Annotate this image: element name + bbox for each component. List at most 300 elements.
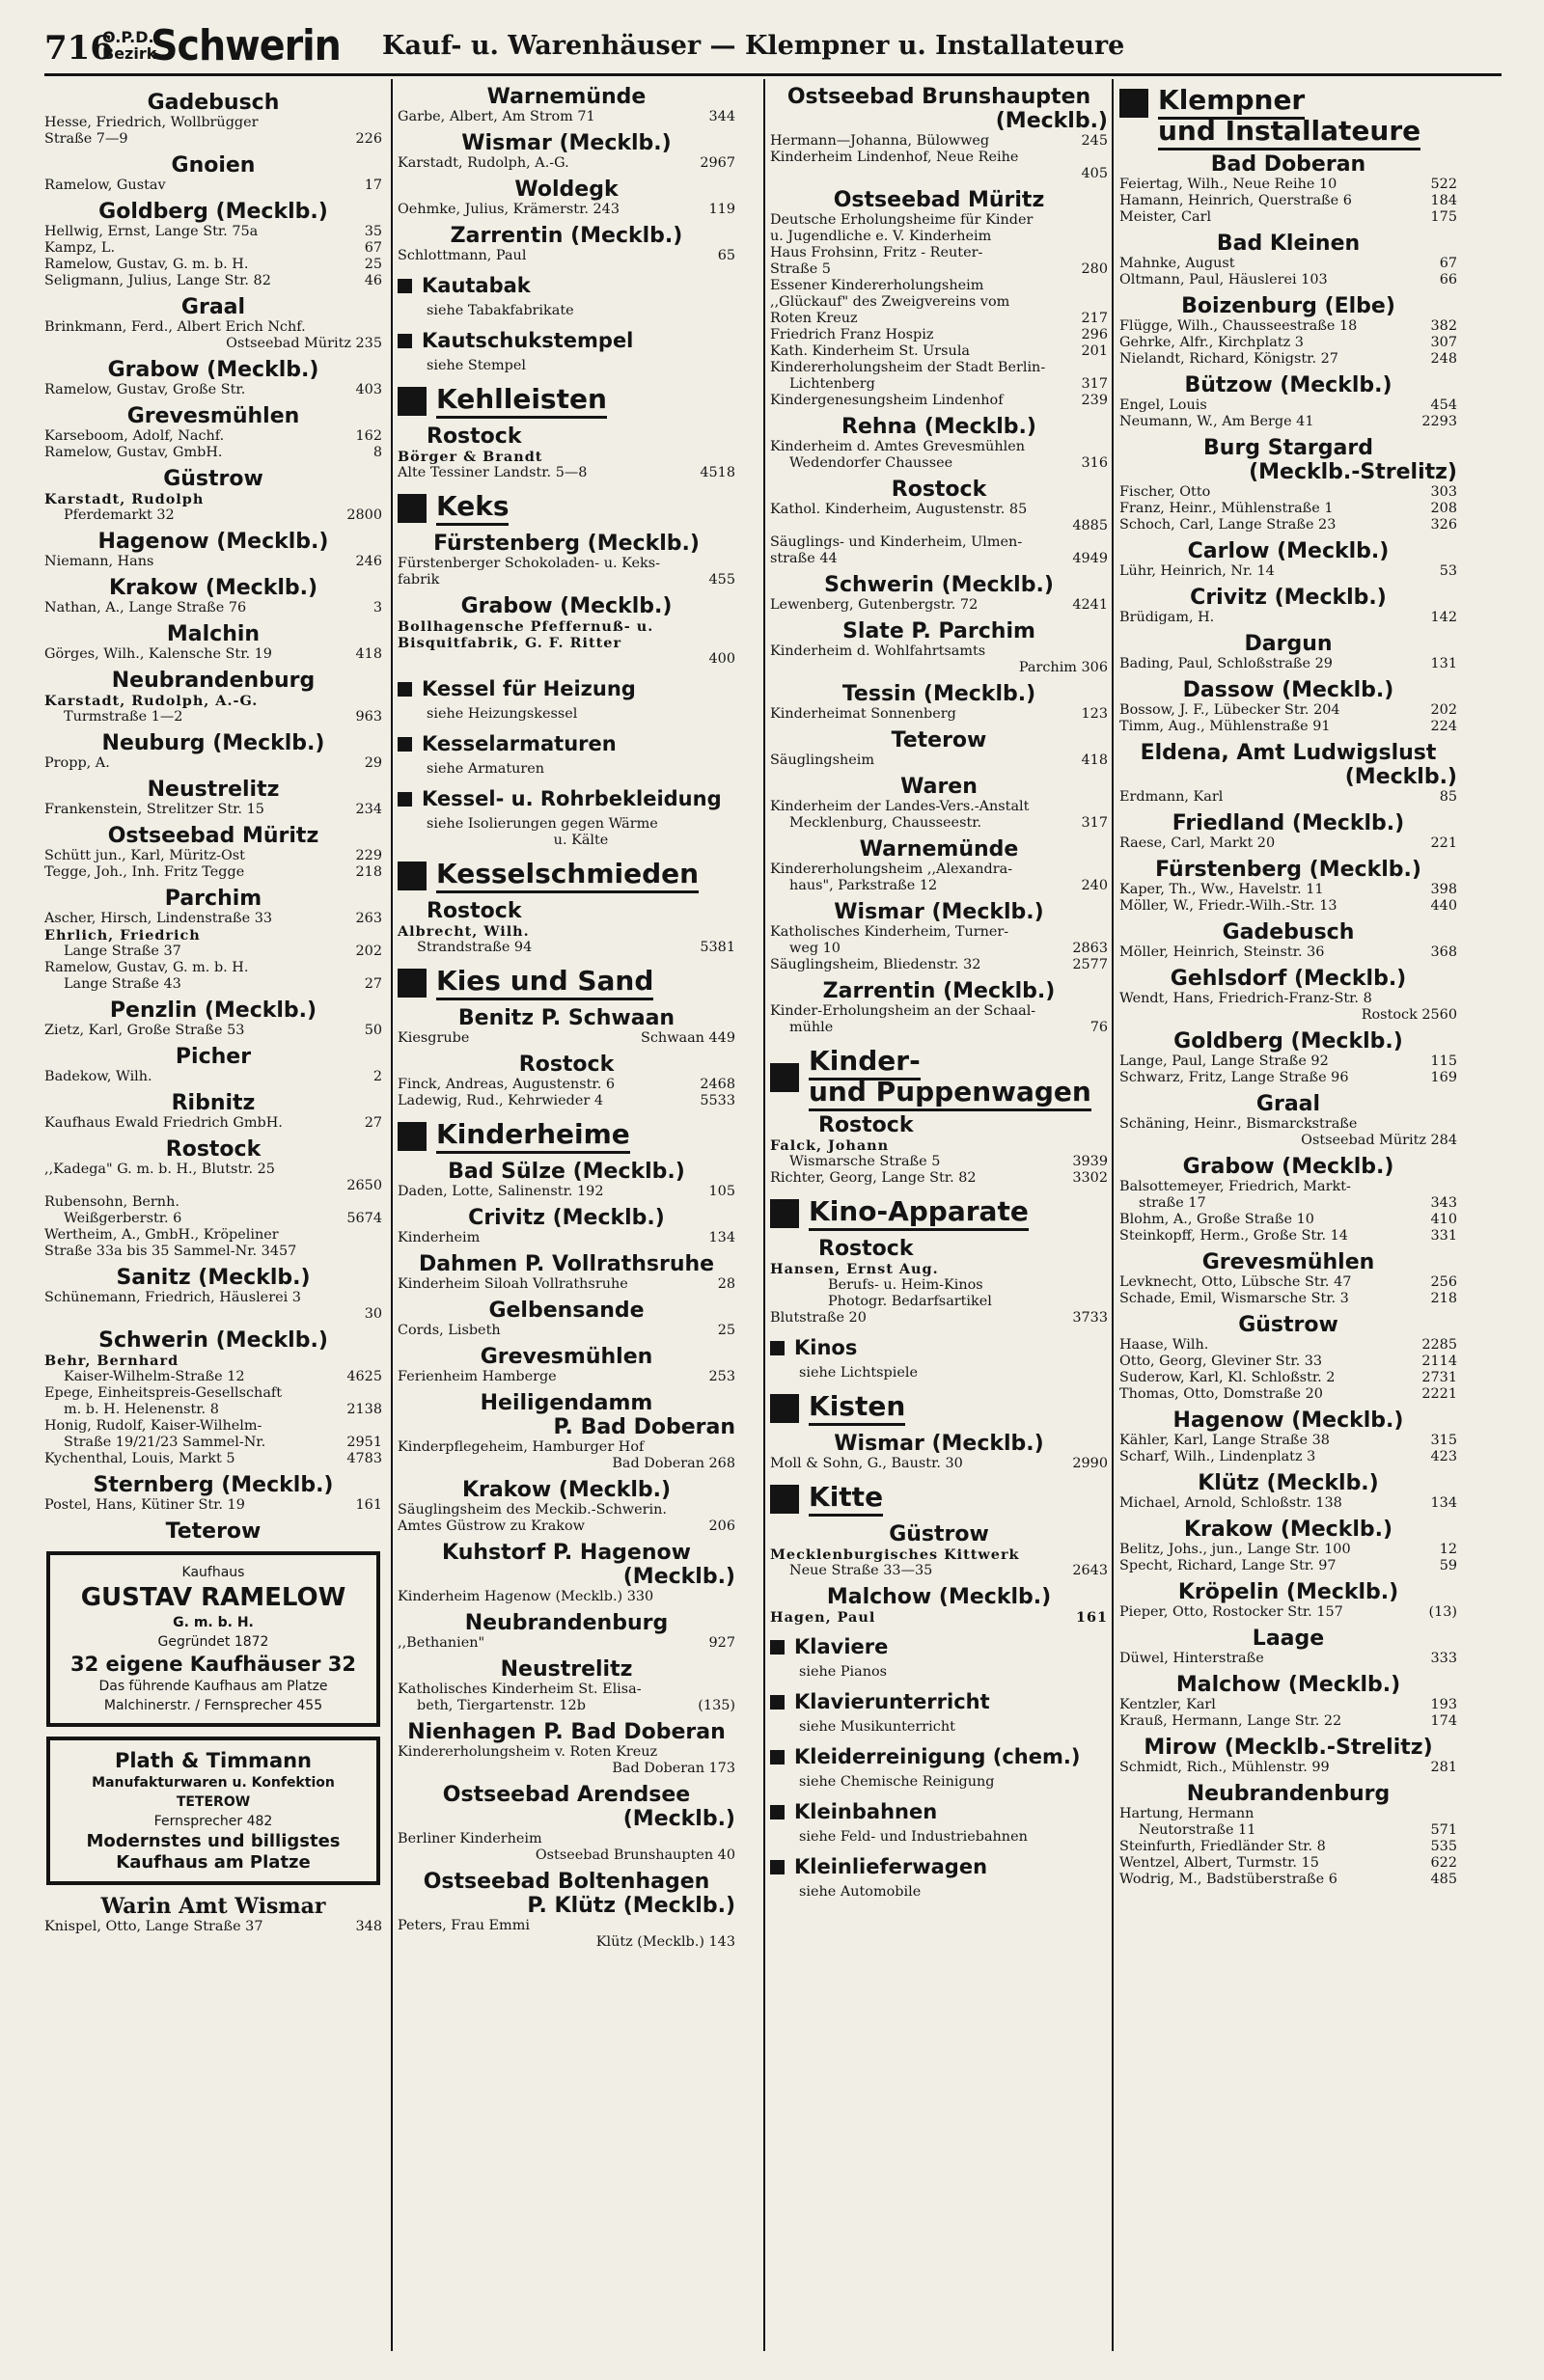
- listing-entry: Brinkmann, Ferd., Albert Erich Nchf. Ostseebad Müritz 235: [44, 319, 382, 351]
- town-heading: Zarrentin (Mecklb.): [822, 979, 1056, 1003]
- town-heading: (Mecklb.): [995, 109, 1108, 133]
- category-marker-icon: [1119, 89, 1148, 118]
- listing-entry: Steinfurth, Friedländer Str. 8 535: [1119, 1839, 1457, 1854]
- town-heading: Woldegk: [514, 178, 619, 202]
- town-heading: Rostock: [891, 478, 987, 502]
- category-marker-icon: [398, 737, 412, 752]
- listing-entry: Lewenberg, Gutenbergstr. 72 4241: [770, 597, 1108, 613]
- category-marker-icon: [398, 334, 412, 348]
- listing-entry: Friedrich Franz Hospiz 296: [770, 327, 1108, 342]
- town-heading: Slate P. Parchim: [842, 619, 1035, 643]
- listing-entry: Nielandt, Richard, Königstr. 27 248: [1119, 351, 1457, 367]
- listing-entry: Säuglingsheim 418: [770, 752, 1108, 768]
- listing-entry: Kathol. Kinderheim, Augustenstr. 85 4885: [770, 502, 1108, 533]
- listing-entry: Lühr, Heinrich, Nr. 14 53: [1119, 563, 1457, 579]
- town-heading: Krakow (Mecklb.): [108, 576, 318, 600]
- listing-entry: Tegge, Joh., Inh. Fritz Tegge 218: [44, 864, 382, 880]
- town-heading: Grevesmühlen: [1201, 1250, 1375, 1274]
- see-reference: siehe Lichtspiele: [799, 1365, 918, 1381]
- town-heading: Sternberg (Mecklb.): [93, 1473, 334, 1497]
- category-heading: Kautabak: [398, 274, 735, 297]
- listing-entry: Kampz, L. 67: [44, 240, 382, 256]
- town-heading: Warnemünde: [486, 85, 647, 109]
- category-marker-icon: [770, 1394, 799, 1423]
- listing-entry: Schütt jun., Karl, Müritz-Ost 229: [44, 848, 382, 863]
- listing-entry: Otto, Georg, Gleviner Str. 33 2114: [1119, 1354, 1457, 1369]
- town-heading: (Mecklb.): [622, 1807, 735, 1831]
- town-heading: Picher: [175, 1045, 252, 1069]
- listing-entry: ,,Kadega" G. m. b. H., Blutstr. 25 2650: [44, 1162, 382, 1193]
- listing-entry: Meister, Carl 175: [1119, 209, 1457, 225]
- listing-entry: Seligmann, Julius, Lange Str. 82 46: [44, 273, 382, 288]
- listing-entry: Michael, Arnold, Schloßstr. 138 134: [1119, 1495, 1457, 1511]
- listing-entry: Katholisches Kinderheim St. Elisa- beth, Tiergartenstr. 12b (135): [398, 1682, 735, 1713]
- town-heading: Güstrow: [163, 467, 263, 491]
- category-marker-icon: [770, 1860, 785, 1874]
- town-heading: Mirow (Mecklb.-Strelitz): [1144, 1736, 1433, 1760]
- listing-entry: Rubensohn, Bernh. Weißgerberstr. 6 5674: [44, 1194, 382, 1226]
- listing-entry: Frankenstein, Strelitzer Str. 15 234: [44, 802, 382, 817]
- listing-entry: Kindergenesungsheim Lindenhof 239: [770, 393, 1108, 408]
- listing-entry: Daden, Lotte, Salinenstr. 192 105: [398, 1184, 735, 1199]
- listing-entry: Ramelow, Gustav, G. m. b. H. Lange Straße 43 27: [44, 960, 382, 992]
- town-heading: Gelbensande: [488, 1299, 645, 1323]
- category-marker-icon: [398, 862, 427, 890]
- category-marker-icon: [770, 1199, 799, 1228]
- listing-entry: Schünemann, Friedrich, Häuslerei 3 30: [44, 1290, 382, 1322]
- listing-entry: Kinderheim 134: [398, 1230, 735, 1245]
- listing-entry: Karstadt, Rudolph, A.-G. Turmstraße 1—2 963: [44, 693, 382, 725]
- listing-entry: Timm, Aug., Mühlenstraße 91 224: [1119, 719, 1457, 734]
- town-heading: Fürstenberg (Mecklb.): [1155, 858, 1421, 882]
- listing-entry: Mecklenburgisches Kittwerk Neue Straße 33—35 2643: [770, 1546, 1108, 1578]
- listing-entry: Honig, Rudolf, Kaiser-Wilhelm- Straße 19/21/23 Sammel-Nr. 2951: [44, 1418, 382, 1450]
- town-heading: Ribnitz: [171, 1091, 256, 1115]
- town-heading: Crivitz (Mecklb.): [468, 1206, 665, 1230]
- town-heading: Teterow: [165, 1519, 262, 1544]
- listing-entry: ,,Bethanien" 927: [398, 1635, 735, 1651]
- listing-entry: Kindererholungsheim der Stadt Berlin- Lichtenberg 317: [770, 360, 1108, 392]
- town-heading: Bützow (Mecklb.): [1184, 373, 1392, 397]
- town-heading: Boizenburg (Elbe): [1181, 294, 1395, 318]
- see-reference: siehe Chemische Reinigung: [799, 1774, 995, 1790]
- town-heading: Malchin: [166, 622, 261, 646]
- listing-entry: Bading, Paul, Schloßstraße 29 131: [1119, 656, 1457, 671]
- listing-entry: Kentzler, Karl 193: [1119, 1697, 1457, 1712]
- category-heading: Kautschukstempel: [398, 329, 735, 352]
- listing-entry: Berliner Kinderheim Ostseebad Brunshaupten 40: [398, 1831, 735, 1863]
- town-heading: Schwerin (Mecklb.): [98, 1328, 328, 1353]
- town-heading: Ostseebad Müritz: [833, 188, 1045, 212]
- category-heading: Kleiderreinigung (chem.): [770, 1745, 1108, 1768]
- town-heading: Ostseebad Müritz: [107, 824, 319, 848]
- listing-entry: Peters, Frau Emmi Klütz (Mecklb.) 143: [398, 1918, 735, 1950]
- listing-entry: Kinderpflegeheim, Hamburger Hof Bad Doberan 268: [398, 1439, 735, 1471]
- header-rule: [44, 73, 1502, 76]
- category-marker-icon: [770, 1805, 785, 1819]
- listing-entry: Hansen, Ernst Aug. Berufs- u. Heim-Kinos Photogr. Bedarfsartikel Blutstraße 20 3733: [770, 1261, 1108, 1326]
- town-heading: Gehlsdorf (Mecklb.): [1170, 967, 1407, 991]
- town-heading: Laage: [1252, 1627, 1325, 1651]
- listing-entry: Görges, Wilh., Kalensche Str. 19 418: [44, 646, 382, 662]
- district-label: O.P.D. Bezirk: [102, 28, 157, 63]
- town-heading: Krakow (Mecklb.): [461, 1478, 672, 1502]
- town-heading: Grevesmühlen: [480, 1345, 653, 1369]
- town-heading: Klütz (Mecklb.): [1198, 1471, 1379, 1495]
- listing-entry: Ferienheim Hamberge 253: [398, 1369, 735, 1384]
- listing-entry: Hesse, Friedrich, Wollbrügger Straße 7—9 226: [44, 115, 382, 147]
- category-marker-icon: [398, 1122, 427, 1151]
- town-heading: Friedland (Mecklb.): [1172, 811, 1405, 835]
- town-heading: Gnoien: [171, 153, 256, 178]
- listing-entry: Bossow, J. F., Lübecker Str. 204 202: [1119, 702, 1457, 718]
- town-heading: Rostock: [165, 1137, 262, 1162]
- see-reference: siehe Musikunterricht: [799, 1719, 955, 1735]
- listing-entry: Kinderheim Siloah Vollrathsruhe 28: [398, 1276, 735, 1292]
- town-heading: Neuburg (Mecklb.): [101, 731, 325, 755]
- listing-entry: Bollhagensche Pfeffernuß- u. Bisquitfabrik, G. F. Ritter 400: [398, 618, 735, 667]
- listing-entry: Engel, Louis 454: [1119, 397, 1457, 413]
- listing-entry: Ramelow, Gustav, G. m. b. H. 25: [44, 257, 382, 272]
- town-heading: Dargun: [1244, 632, 1333, 656]
- listing-entry: Richter, Georg, Lange Str. 82 3302: [770, 1170, 1108, 1186]
- listing-entry: Haase, Wilh. 2285: [1119, 1337, 1457, 1353]
- town-heading: Schwerin (Mecklb.): [824, 573, 1054, 597]
- listing-entry: Fürstenberger Schokoladen- u. Keks- fabrik 455: [398, 556, 735, 588]
- listing-entry: Fischer, Otto 303: [1119, 484, 1457, 500]
- column-divider: [763, 79, 765, 2351]
- listing-entry: Cords, Lisbeth 25: [398, 1323, 735, 1338]
- see-reference: siehe Pianos: [799, 1664, 888, 1680]
- listing-entry: Ramelow, Gustav, Große Str. 403: [44, 382, 382, 397]
- town-heading: Eldena, Amt Ludwigslust: [1140, 741, 1437, 765]
- listing-entry: Zietz, Karl, Große Straße 53 50: [44, 1023, 382, 1038]
- town-heading: Rostock: [427, 424, 522, 449]
- listing-entry: Brüdigam, H. 142: [1119, 610, 1457, 625]
- listing-entry: Karstadt, Rudolph, A.-G. 2967: [398, 155, 735, 171]
- listing-entry: Lange, Paul, Lange Straße 92 115: [1119, 1053, 1457, 1069]
- town-heading: Ostseebad Arendsee: [442, 1783, 691, 1807]
- listing-entry: Säuglingsheim des Meckib.-Schwerin. Amtes Güstrow zu Krakow 206: [398, 1502, 735, 1534]
- listing-entry: Pieper, Otto, Rostocker Str. 157 (13): [1119, 1604, 1457, 1620]
- category-heading: Kesselarmaturen: [398, 732, 735, 755]
- listing-entry: Kinderheim Lindenhof, Neue Reihe 405: [770, 150, 1108, 181]
- town-heading: Ostseebad Brunshaupten: [786, 85, 1091, 109]
- town-heading: Teterow: [891, 728, 987, 752]
- town-heading: Kuhstorf P. Hagenow: [442, 1541, 691, 1565]
- listing-entry: Ladewig, Rud., Kehrwieder 4 5533: [398, 1093, 735, 1108]
- listing-entry: Postel, Hans, Kütiner Str. 19 161: [44, 1497, 382, 1513]
- category-marker-icon: [770, 1341, 785, 1355]
- listing-entry: Karstadt, Rudolph Pferdemarkt 32 2800: [44, 491, 382, 523]
- see-reference: siehe Automobile: [799, 1884, 922, 1900]
- listing-entry: Säuglings- und Kinderheim, Ulmen- straße 44 4949: [770, 534, 1108, 566]
- town-heading: Heiligendamm: [480, 1391, 653, 1415]
- town-heading: Malchow (Mecklb.): [1175, 1673, 1401, 1697]
- listing-entry: Krauß, Hermann, Lange Str. 22 174: [1119, 1713, 1457, 1729]
- category-heading: Kleinlieferwagen: [770, 1855, 1108, 1878]
- town-heading: Malchow (Mecklb.): [826, 1585, 1052, 1609]
- advertisement-ramelow: Kaufhaus GUSTAV RAMELOW G. m. b. H. Gegründet 1872 32 eigene Kaufhäuser 32 Das führende Kaufhaus am Platze Malchinerstr. / Fernsprecher 455: [46, 1551, 380, 1727]
- listing-entry: Karseboom, Adolf, Nachf. 162: [44, 428, 382, 444]
- listing-entry: Kinderheim d. Amtes Grevesmühlen Wedendorfer Chaussee 316: [770, 439, 1108, 471]
- town-heading: Kröpelin (Mecklb.): [1177, 1580, 1399, 1604]
- town-heading: Bad Sülze (Mecklb.): [448, 1160, 685, 1184]
- category-heading: Kinos: [770, 1336, 1108, 1359]
- listing-entry: Oltmann, Paul, Häuslerei 103 66: [1119, 272, 1457, 287]
- category-heading: Klavierunterricht: [770, 1690, 1108, 1713]
- listing-entry: Knispel, Otto, Lange Straße 37 348: [44, 1919, 382, 1934]
- town-heading: (Mecklb.-Strelitz): [1249, 460, 1457, 484]
- listing-entry: Kinder-Erholungsheim an der Schaal- mühle 76: [770, 1003, 1108, 1035]
- listing-entry: Gehrke, Alfr., Kirchplatz 3 307: [1119, 335, 1457, 350]
- town-heading: Waren: [900, 775, 978, 799]
- town-heading: Nienhagen P. Bad Doberan: [407, 1720, 726, 1744]
- town-heading: (Mecklb.): [1344, 765, 1457, 789]
- category-heading: Kisten: [770, 1391, 1108, 1426]
- town-heading: Warnemünde: [859, 837, 1019, 862]
- listing-entry: Kindererholungsheim v. Roten Kreuz Bad Doberan 173: [398, 1744, 735, 1776]
- listing-entry: Suderow, Karl, Kl. Schloßstr. 2 2731: [1119, 1370, 1457, 1385]
- town-heading: Güstrow: [1238, 1313, 1338, 1337]
- listing-entry: Belitz, Johs., jun., Lange Str. 100 12: [1119, 1542, 1457, 1557]
- category-marker-icon: [398, 792, 412, 807]
- town-heading: Gadebusch: [1222, 920, 1355, 944]
- category-heading: Kesselschmieden: [398, 859, 735, 893]
- town-heading: Güstrow: [889, 1522, 989, 1546]
- advertisement-plath-timmann: Plath & Timmann Manufakturwaren u. Konfektion TETEROW Fernsprecher 482 Modernstes und billigstes Kaufhaus am Platze: [46, 1737, 380, 1885]
- listing-entry: Schade, Emil, Wismarsche Str. 3 218: [1119, 1291, 1457, 1306]
- listing-entry: Hellwig, Ernst, Lange Str. 75a 35: [44, 224, 382, 239]
- column-divider: [391, 79, 393, 2351]
- listing-entry: Garbe, Albert, Am Strom 71 344: [398, 109, 735, 124]
- listing-entry: Kinderheim d. Wohlfahrtsamts Parchim 306: [770, 643, 1108, 675]
- category-heading: Kleinbahnen: [770, 1800, 1108, 1823]
- column-1: [44, 85, 382, 1935]
- town-heading: Krakow (Mecklb.): [1183, 1518, 1393, 1542]
- listing-entry: Kychenthal, Louis, Markt 5 4783: [44, 1451, 382, 1466]
- listing-entry: Badekow, Wilh. 2: [44, 1069, 382, 1084]
- listing-entry: Erdmann, Karl 85: [1119, 789, 1457, 805]
- listing-entry: Essener Kindererholungsheim ,,Glückauf" des Zweigvereins vom Roten Kreuz 217: [770, 278, 1108, 326]
- town-heading: Fürstenberg (Mecklb.): [433, 532, 700, 556]
- town-heading: Neubrandenburg: [111, 669, 316, 693]
- listing-entry: Hartung, Hermann Neutorstraße 11 571: [1119, 1806, 1457, 1838]
- category-marker-icon: [398, 969, 427, 998]
- see-reference: siehe Armaturen: [427, 761, 545, 777]
- town-heading: Carlow (Mecklb.): [1187, 539, 1390, 563]
- listing-entry: Kähler, Karl, Lange Straße 38 315: [1119, 1433, 1457, 1448]
- column-2: [398, 85, 735, 1951]
- town-heading: Bad Kleinen: [1216, 232, 1361, 256]
- listing-entry: Kaufhaus Ewald Friedrich GmbH. 27: [44, 1115, 382, 1131]
- listing-entry: Ramelow, Gustav, GmbH. 8: [44, 445, 382, 460]
- listing-entry: Kaper, Th., Ww., Havelstr. 11 398: [1119, 882, 1457, 897]
- listing-entry: Hamann, Heinrich, Querstraße 6 184: [1119, 193, 1457, 208]
- category-heading: Kessel für Heizung: [398, 677, 735, 700]
- town-heading: Crivitz (Mecklb.): [1190, 586, 1387, 610]
- listing-entry: Katholisches Kinderheim, Turner- weg 10 2863: [770, 924, 1108, 956]
- town-heading: Bad Doberan: [1210, 152, 1366, 177]
- town-heading: Graal: [1255, 1092, 1321, 1116]
- listing-entry: Raese, Carl, Markt 20 221: [1119, 835, 1457, 851]
- listing-entry: Wodrig, M., Badstüberstraße 6 485: [1119, 1872, 1457, 1887]
- category-marker-icon: [398, 494, 427, 523]
- category-heading: Kinder- und Puppenwagen: [770, 1046, 1108, 1108]
- town-heading: Wismar (Mecklb.): [461, 131, 672, 155]
- town-heading: Hagenow (Mecklb.): [1172, 1409, 1404, 1433]
- category-heading: Kino-Apparate: [770, 1196, 1108, 1231]
- listing-entry: Ramelow, Gustav 17: [44, 178, 382, 193]
- listing-entry: Säuglingsheim, Bliedenstr. 32 2577: [770, 957, 1108, 972]
- listing-entry: Blohm, A., Große Straße 10 410: [1119, 1212, 1457, 1227]
- category-heading: Klempner und Installateure: [1119, 85, 1457, 147]
- page-title: Kauf- u. Warenhäuser — Klempner u. Installateure: [382, 31, 1125, 61]
- town-heading: Rehna (Mecklb.): [841, 415, 1036, 439]
- town-heading: Goldberg (Mecklb.): [1173, 1029, 1403, 1053]
- listing-entry: Feiertag, Wilh., Neue Reihe 10 522: [1119, 177, 1457, 192]
- listing-entry: Specht, Richard, Lange Str. 97 59: [1119, 1558, 1457, 1573]
- listing-entry: Wentzel, Albert, Turmstr. 15 622: [1119, 1855, 1457, 1871]
- category-heading: Kehlleisten: [398, 384, 735, 419]
- listing-entry: Ascher, Hirsch, Lindenstraße 33 263: [44, 911, 382, 926]
- see-reference: siehe Tabakfabrikate: [427, 303, 574, 318]
- town-heading: Grabow (Mecklb.): [460, 594, 673, 618]
- listing-entry: Schwarz, Fritz, Lange Straße 96 169: [1119, 1070, 1457, 1085]
- listing-entry: Kinderheimat Sonnenberg 123: [770, 706, 1108, 722]
- town-heading: Warin Amt Wismar: [100, 1894, 326, 1919]
- listing-entry: Kiesgrube Schwaan 449: [398, 1030, 735, 1046]
- listing-entry: Falck, Johann Wismarsche Straße 5 3939: [770, 1137, 1108, 1169]
- category-marker-icon: [770, 1485, 799, 1514]
- town-heading: Wismar (Mecklb.): [834, 900, 1044, 924]
- town-heading: Zarrentin (Mecklb.): [450, 224, 683, 248]
- listing-entry: Kinderheim der Landes-Vers.-Anstalt Mecklenburg, Chausseestr. 317: [770, 799, 1108, 831]
- listing-entry: Finck, Andreas, Augustenstr. 6 2468: [398, 1077, 735, 1092]
- listing-entry: Ehrlich, Friedrich Lange Straße 37 202: [44, 927, 382, 959]
- listing-entry: Schoch, Carl, Lange Straße 23 326: [1119, 517, 1457, 533]
- town-heading: P. Klütz (Mecklb.): [527, 1894, 735, 1918]
- listing-entry: Schlottmann, Paul 65: [398, 248, 735, 263]
- town-heading: P. Bad Doberan: [553, 1415, 735, 1439]
- listing-entry: Thomas, Otto, Domstraße 20 2221: [1119, 1386, 1457, 1402]
- town-heading: Rostock: [818, 1237, 914, 1261]
- town-heading: Tessin (Mecklb.): [841, 682, 1036, 706]
- column-divider: [1112, 79, 1114, 2351]
- town-heading: Penzlin (Mecklb.): [109, 999, 317, 1023]
- town-heading: Goldberg (Mecklb.): [98, 200, 328, 224]
- category-marker-icon: [770, 1640, 785, 1655]
- town-heading: Ostseebad Boltenhagen: [423, 1870, 710, 1894]
- category-heading: Kitte: [770, 1482, 1108, 1517]
- listing-entry: Düwel, Hinterstraße 333: [1119, 1651, 1457, 1666]
- town-heading: Benitz P. Schwaan: [457, 1006, 676, 1030]
- listing-entry: Schmidt, Rich., Mühlenstr. 99 281: [1119, 1760, 1457, 1775]
- listing-entry: Moll & Sohn, G., Baustr. 30 2990: [770, 1456, 1108, 1471]
- town-heading: Dahmen P. Vollrathsruhe: [418, 1252, 715, 1276]
- listing-entry: Flügge, Wilh., Chausseestraße 18 382: [1119, 318, 1457, 334]
- town-heading: Wismar (Mecklb.): [834, 1432, 1044, 1456]
- town-heading: Neubrandenburg: [1186, 1782, 1391, 1806]
- listing-entry: Kindererholungsheim ,,Alexandra- haus", Parkstraße 12 240: [770, 862, 1108, 893]
- category-marker-icon: [770, 1695, 785, 1710]
- see-reference: siehe Stempel: [427, 358, 526, 373]
- listing-entry: Mahnke, August 67: [1119, 256, 1457, 271]
- town-heading: Rostock: [427, 899, 522, 923]
- column-3: [770, 85, 1108, 1901]
- listing-entry: Levknecht, Otto, Lübsche Str. 47 256: [1119, 1274, 1457, 1290]
- listing-entry: Oehmke, Julius, Krämerstr. 243 119: [398, 202, 735, 217]
- category-heading: Kies und Sand: [398, 966, 735, 1000]
- town-heading: Neubrandenburg: [464, 1611, 669, 1635]
- category-marker-icon: [770, 1063, 799, 1092]
- town-heading: (Mecklb.): [622, 1565, 735, 1589]
- listing-entry: Möller, Heinrich, Steinstr. 36 368: [1119, 944, 1457, 960]
- listing-entry: Kath. Kinderheim St. Ursula 201: [770, 343, 1108, 359]
- listing-entry: Steinkopff, Herm., Große Str. 14 331: [1119, 1228, 1457, 1244]
- town-heading: Sanitz (Mecklb.): [116, 1266, 311, 1290]
- category-marker-icon: [770, 1750, 785, 1764]
- listing-entry: Schäning, Heinr., Bismarckstraße Ostseebad Müritz 284: [1119, 1116, 1457, 1148]
- town-heading: Rostock: [818, 1113, 914, 1137]
- town-heading: Hagenow (Mecklb.): [97, 530, 329, 554]
- listing-entry: Deutsche Erholungsheime für Kinder u. Jugendliche e. V. Kinderheim Haus Frohsinn, Fritz - Reuter- Straße 5 280: [770, 212, 1108, 277]
- town-heading: Grabow (Mecklb.): [107, 358, 319, 382]
- town-heading: Graal: [180, 295, 246, 319]
- listing-entry: Wertheim, A., GmbH., Kröpeliner Straße 33a bis 35 Sammel-Nr. 3457: [44, 1227, 297, 1259]
- page-number: 716: [44, 29, 113, 68]
- category-heading: Kinderheime: [398, 1119, 735, 1154]
- town-heading: Neustrelitz: [500, 1657, 633, 1682]
- category-marker-icon: [398, 279, 412, 293]
- listing-entry: Kinderheim Hagenow (Mecklb.) 330: [398, 1589, 654, 1604]
- category-marker-icon: [398, 682, 412, 697]
- town-heading: Neustrelitz: [147, 778, 280, 802]
- town-heading: Grabow (Mecklb.): [1182, 1155, 1394, 1179]
- town-heading: Burg Stargard: [1203, 436, 1373, 460]
- category-marker-icon: [398, 387, 427, 416]
- listing-entry: Wendt, Hans, Friedrich-Franz-Str. 8 Rostock 2560: [1119, 991, 1457, 1023]
- listing-entry: Propp, A. 29: [44, 755, 382, 771]
- page-header: [44, 23, 1502, 71]
- listing-entry: Niemann, Hans 246: [44, 554, 382, 569]
- town-heading: Dassow (Mecklb.): [1182, 678, 1394, 702]
- listing-entry: Epege, Einheitspreis-Gesellschaft m. b. H. Helenenstr. 8 2138: [44, 1385, 382, 1417]
- listing-entry: Scharf, Wilh., Lindenplatz 3 423: [1119, 1449, 1457, 1464]
- listing-entry: Nathan, A., Lange Straße 76 3: [44, 600, 382, 616]
- town-heading: Rostock: [518, 1053, 615, 1077]
- listing-entry: Albrecht, Wilh. Strandstraße 94 5381: [398, 923, 735, 955]
- listing-entry: Behr, Bernhard Kaiser-Wilhelm-Straße 12 4625: [44, 1353, 382, 1384]
- listing-entry: Möller, W., Friedr.-Wilh.-Str. 13 440: [1119, 898, 1457, 914]
- see-reference: siehe Isolierungen gegen Wärme u. Kälte: [427, 816, 658, 848]
- listing-entry: Börger & Brandt Alte Tessiner Landstr. 5—8 4518: [398, 449, 735, 480]
- listing-entry: Neumann, W., Am Berge 41 2293: [1119, 414, 1457, 429]
- district-city: Schwerin: [151, 21, 341, 70]
- column-4: [1119, 85, 1457, 1888]
- category-heading: Kessel- u. Rohrbekleidung: [398, 787, 735, 810]
- category-heading: Keks: [398, 491, 735, 526]
- town-heading: Parchim: [164, 887, 262, 911]
- listing-entry: Franz, Heinr., Mühlenstraße 1 208: [1119, 501, 1457, 516]
- listing-entry: Hagen, Paul 161: [770, 1609, 1108, 1626]
- see-reference: siehe Feld- und Industriebahnen: [799, 1829, 1028, 1845]
- listing-entry: Hermann—Johanna, Bülowweg 245: [770, 133, 1108, 149]
- town-heading: Grevesmühlen: [126, 404, 300, 428]
- town-heading: Gadebusch: [147, 91, 280, 115]
- see-reference: siehe Heizungskessel: [427, 706, 578, 722]
- listing-entry: Balsottemeyer, Friedrich, Markt- straße 17 343: [1119, 1179, 1457, 1211]
